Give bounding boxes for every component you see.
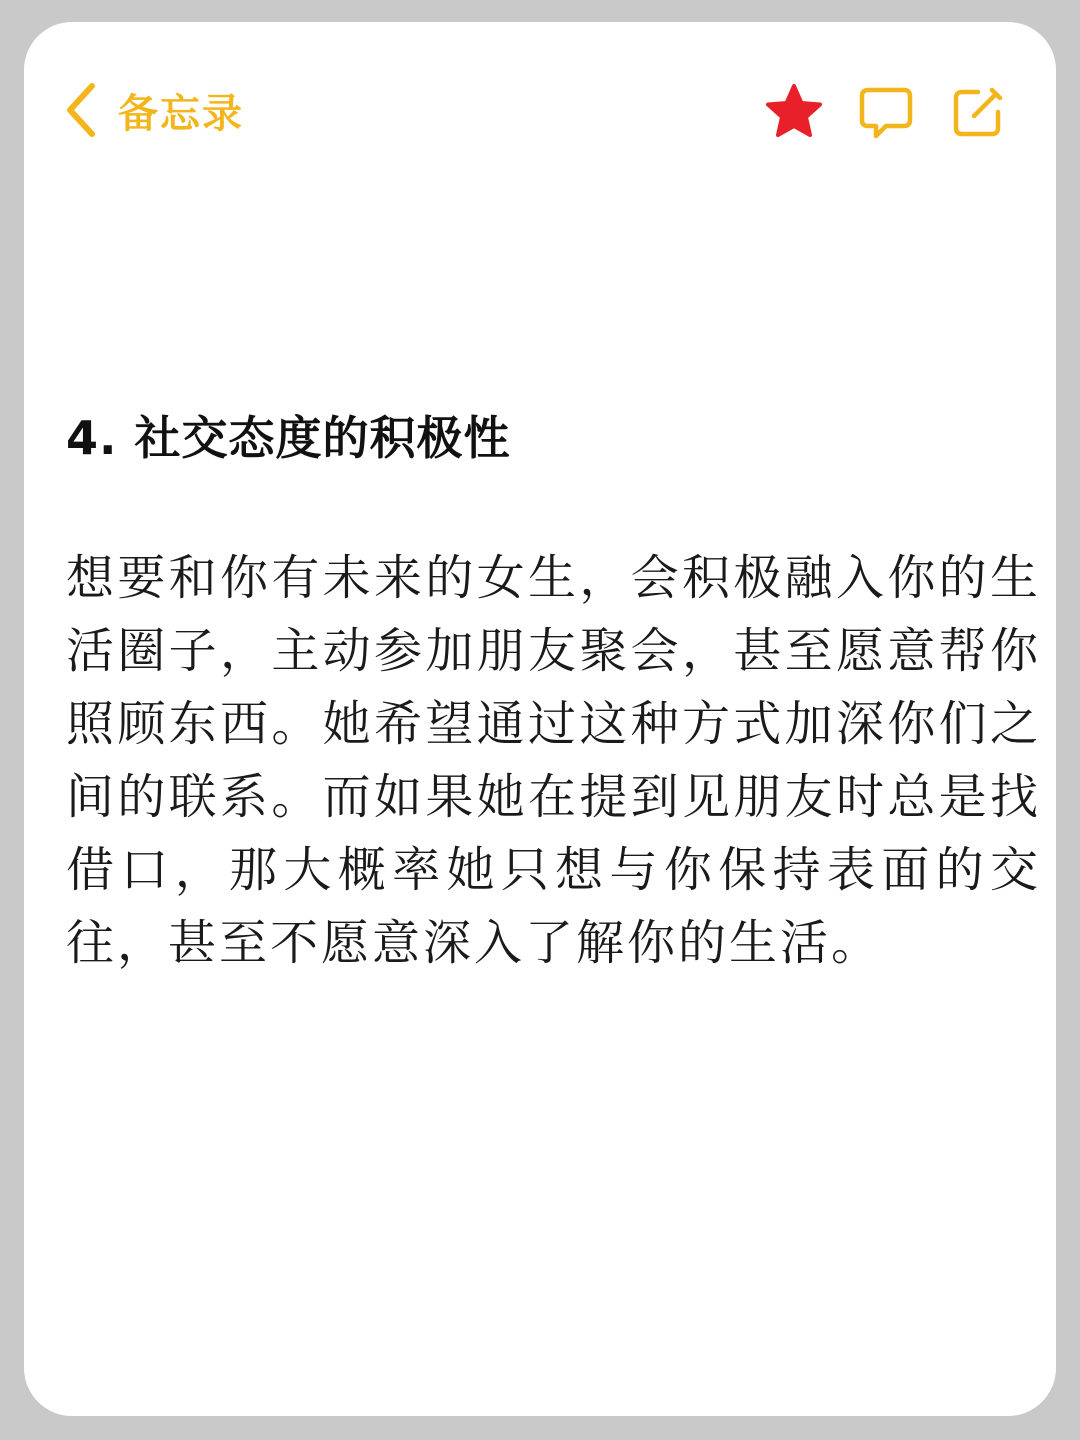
note-card [24,22,1056,1416]
compose-button[interactable] [948,82,1008,142]
back-label: 备忘录 [118,90,244,137]
comment-button[interactable] [856,82,916,142]
favorite-button[interactable] [764,82,824,142]
compose-icon [948,82,1008,142]
star-icon [764,82,824,142]
comment-icon [856,82,916,142]
navigation-bar [24,22,1056,202]
back-button[interactable] [64,80,244,140]
note-heading: 4. 社交态度的积极性 [66,411,511,465]
chevron-left-icon [64,82,98,138]
note-body[interactable]: 想要和你有未来的女生，会积极融入你的生活圈子，主动参加朋友聚会，甚至愿意帮你照顾东西。她希望通过这种方式加深你们之间的联系。而如果她在提到见朋友时总是找借口，那大概率她只想与你保持表面的交往，甚至不愿意深入了解你的生活。 [66,550,1041,971]
